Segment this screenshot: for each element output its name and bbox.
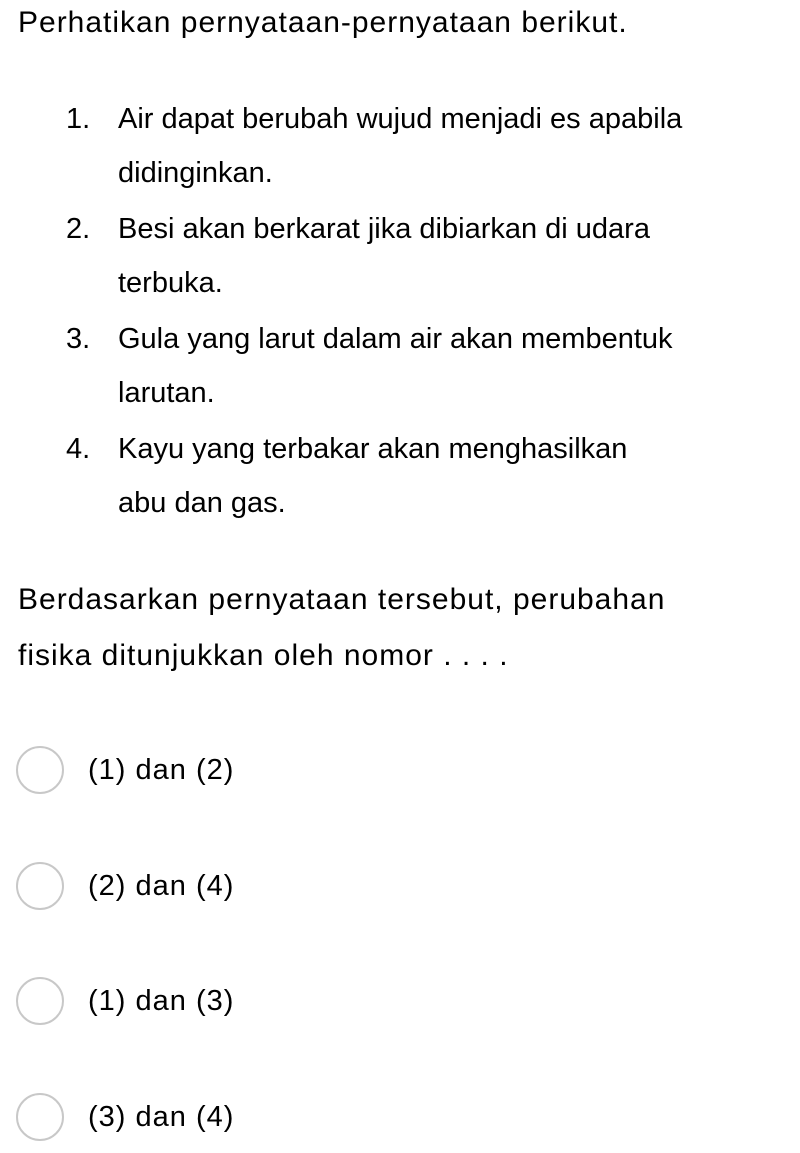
option-label: (1) dan (3): [88, 984, 235, 1017]
question-line: fisika ditunjukkan oleh nomor . . . .: [18, 639, 509, 672]
radio-button[interactable]: [16, 862, 64, 910]
statement-number: 2.: [66, 213, 91, 245]
statement-item-3: [0, 312, 800, 420]
statement-text-line: Kayu yang terbakar akan menghasilkan: [118, 433, 628, 465]
statement-text-line: Besi akan berkarat jika dibiarkan di udara: [118, 213, 650, 245]
statement-list: [0, 92, 800, 532]
statement-text-line: Air dapat berubah wujud menjadi es apabila: [118, 103, 683, 135]
answer-option-c[interactable]: [16, 971, 234, 1031]
question-line: Berdasarkan pernyataan tersebut, perubahan: [18, 583, 666, 616]
statement-text-line: Gula yang larut dalam air akan membentuk: [118, 323, 673, 355]
statement-number: 4.: [66, 433, 91, 465]
statement-item-1: [0, 92, 800, 200]
statement-item-4: [0, 422, 800, 530]
statement-item-2: [0, 202, 800, 310]
option-label: (3) dan (4): [88, 1100, 235, 1133]
option-label: (2) dan (4): [88, 869, 235, 902]
statement-text-line: abu dan gas.: [118, 487, 286, 519]
radio-button[interactable]: [16, 977, 64, 1025]
answer-option-b[interactable]: [16, 856, 234, 916]
answer-option-d[interactable]: [16, 1087, 234, 1147]
statement-number: 3.: [66, 323, 91, 355]
question-text: [18, 572, 798, 684]
answer-option-a[interactable]: [16, 740, 234, 800]
option-label: (1) dan (2): [88, 753, 235, 786]
radio-button[interactable]: [16, 1093, 64, 1141]
statement-text-line: didinginkan.: [118, 157, 273, 189]
instruction-text: Perhatikan pernyataan-pernyataan berikut.: [18, 6, 628, 39]
statement-number: 1.: [66, 103, 91, 135]
statement-text-line: larutan.: [118, 377, 215, 409]
radio-button[interactable]: [16, 746, 64, 794]
statement-text-line: terbuka.: [118, 267, 223, 299]
